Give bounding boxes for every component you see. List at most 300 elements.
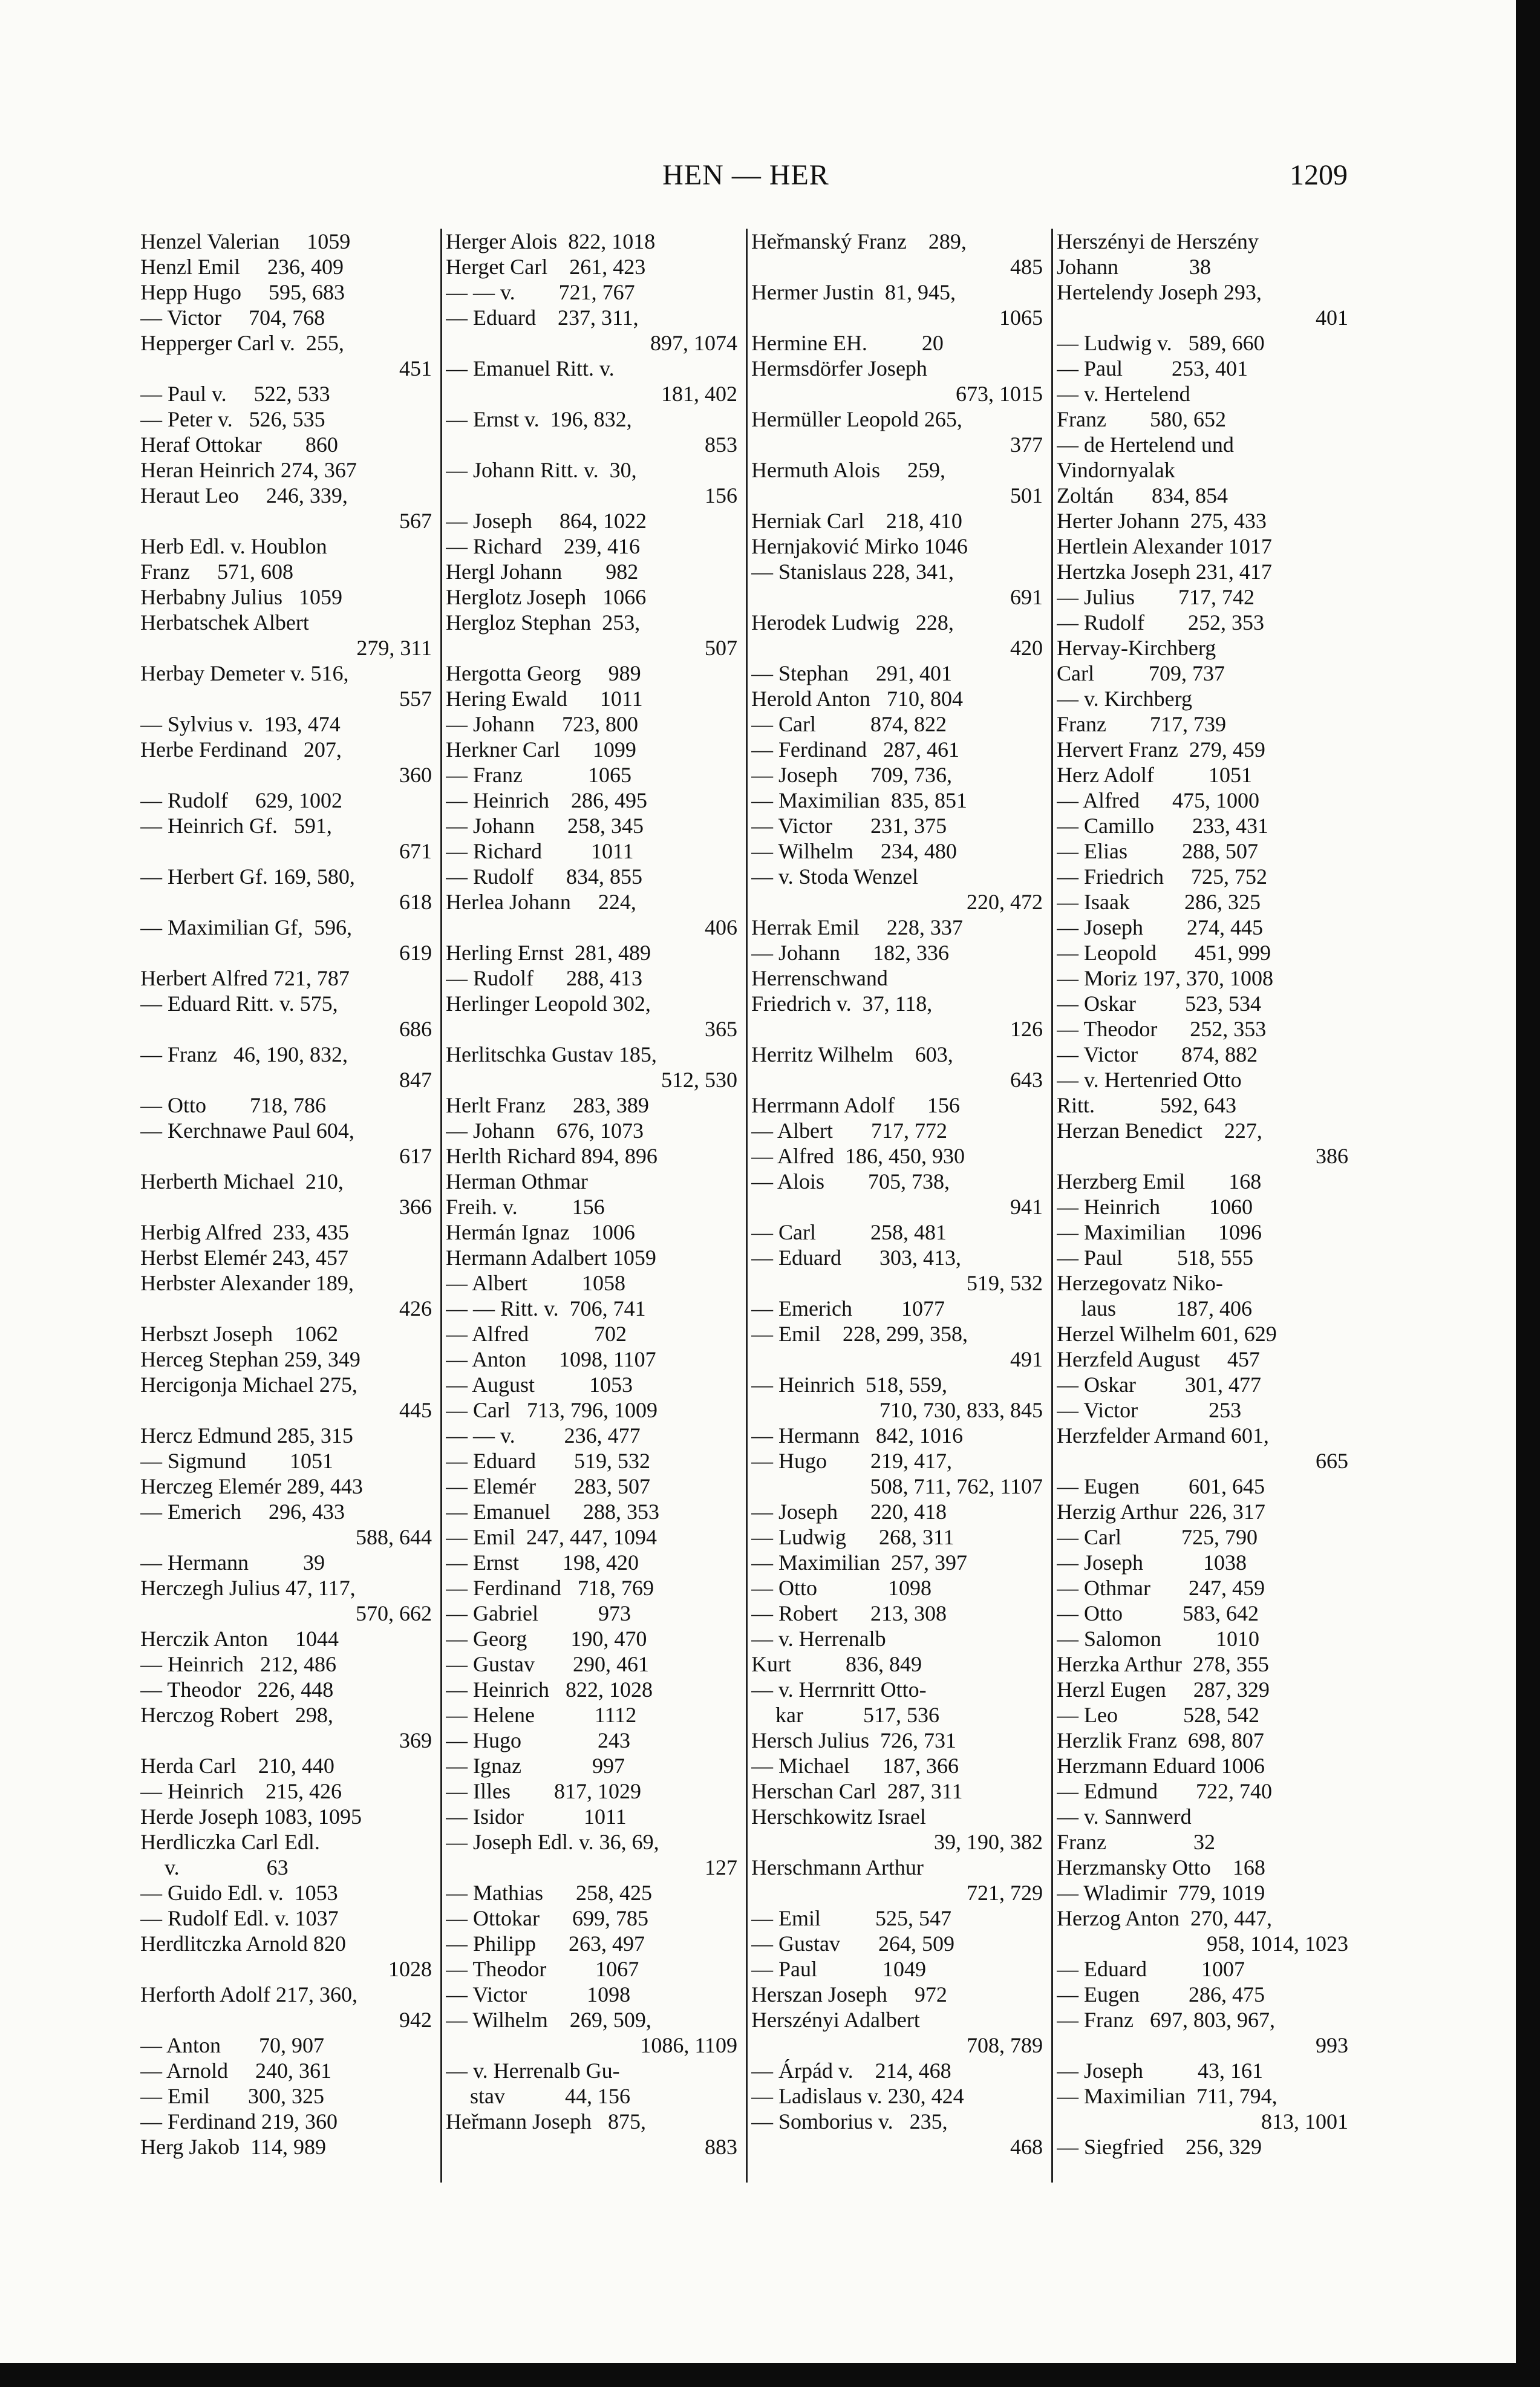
index-entry: — Elemér 283, 507 — [446, 1474, 650, 1498]
index-entry: — Theodor 226, 448 — [140, 1677, 334, 1702]
index-entry: 445 — [399, 1398, 432, 1422]
index-entry: — Otto 583, 642 — [1057, 1601, 1259, 1625]
index-entry: — Maximilian Gf, 596, — [140, 915, 352, 939]
index-entry: — v. Kirchberg — [1057, 687, 1192, 711]
index-entry: — Emanuel Ritt. v. — [446, 356, 615, 380]
scan-border-right — [1516, 0, 1540, 2387]
index-entry: 39, 190, 382 — [934, 1830, 1043, 1854]
index-entry: Franz 571, 608 — [140, 560, 293, 584]
index-entry: — Edmund 722, 740 — [1057, 1779, 1272, 1803]
index-entry: Herszényi de Herszény — [1057, 229, 1259, 253]
index-entry: 993 — [1316, 2033, 1348, 2057]
index-entry: — Paul 1049 — [751, 1957, 927, 1981]
index-entry: Herodek Ludwig 228, — [751, 610, 954, 635]
index-entry: 665 — [1316, 1449, 1348, 1473]
index-entry: — Victor 1098 — [446, 1982, 631, 2007]
index-entry: 377 — [1010, 433, 1043, 457]
index-entry: Herforth Adolf 217, 360, — [140, 1982, 357, 2007]
index-entry: — Moriz 197, 370, 1008 — [1057, 966, 1273, 990]
index-entry: 491 — [1010, 1347, 1043, 1371]
index-entry: Herrmann Adolf 156 — [751, 1093, 960, 1117]
index-entry: 897, 1074 — [650, 331, 737, 355]
index-entry: — Maximilian 835, 851 — [751, 788, 967, 812]
index-entry: 279, 311 — [356, 636, 432, 660]
index-entry: — Eugen 286, 475 — [1057, 1982, 1265, 2007]
index-entry: Hepperger Carl v. 255, — [140, 331, 344, 355]
index-entry: — Wilhelm 269, 509, — [446, 2008, 651, 2032]
index-entry: Herschan Carl 287, 311 — [751, 1779, 963, 1803]
index-entry: — Ernst 198, 420 — [446, 1550, 639, 1575]
index-entry: Franz 32 — [1057, 1830, 1215, 1854]
index-entry: Kurt 836, 849 — [751, 1652, 922, 1676]
column-divider — [746, 229, 748, 2183]
index-entry: Herbert Alfred 721, 787 — [140, 966, 350, 990]
index-entry: — Hermann 39 — [140, 1550, 325, 1575]
index-entry: Herbster Alexander 189, — [140, 1271, 354, 1295]
index-entry: — Ferdinand 718, 769 — [446, 1576, 654, 1600]
index-entry: 127 — [705, 1855, 737, 1879]
index-entry: 942 — [399, 2008, 432, 2032]
running-head: HEN — HER — [662, 159, 829, 191]
index-entry: — Siegfried 256, 329 — [1057, 2135, 1262, 2159]
index-entry: Hermsdörfer Joseph — [751, 356, 927, 380]
index-entry: — v. Hertelend — [1057, 382, 1190, 406]
index-entry: — Somborius v. 235, — [751, 2109, 948, 2134]
index-entry: Hermuth Alois 259, — [751, 458, 945, 482]
index-entry: Freih. v. 156 — [446, 1195, 605, 1219]
index-entry: 426 — [399, 1296, 432, 1321]
index-entry: Hermán Ignaz 1006 — [446, 1220, 635, 1244]
index-entry: — Rudolf 629, 1002 — [140, 788, 343, 812]
index-entry: Herlea Johann 224, — [446, 890, 636, 914]
index-entry: 588, 644 — [356, 1525, 432, 1549]
index-entry: — Michael 187, 366 — [751, 1754, 959, 1778]
index-entry: 708, 789 — [967, 2033, 1043, 2057]
index-entry: — v. Herrnritt Otto- — [751, 1677, 927, 1702]
index-entry: — Leo 528, 542 — [1057, 1703, 1259, 1727]
index-entry: — Emil 228, 299, 358, — [751, 1322, 968, 1346]
index-entry: 958, 1014, 1023 — [1207, 1931, 1348, 1956]
index-entry: laus 187, 406 — [1081, 1296, 1252, 1321]
index-entry: Herdlitczka Arnold 820 — [140, 1931, 346, 1956]
scan-border-bottom — [0, 2363, 1540, 2387]
page-number: 1209 — [1290, 159, 1348, 191]
index-entry: Herlt Franz 283, 389 — [446, 1093, 649, 1117]
index-entry: 401 — [1316, 305, 1348, 330]
index-entry: — Franz 697, 803, 967, — [1057, 2008, 1275, 2032]
index-entry: 643 — [1010, 1068, 1043, 1092]
index-entry: — de Hertelend und — [1057, 433, 1234, 457]
index-entry: — Oskar 523, 534 — [1057, 991, 1261, 1016]
index-entry: — Oskar 301, 477 — [1057, 1373, 1261, 1397]
index-entry: — Sylvius v. 193, 474 — [140, 712, 341, 736]
index-entry: — Otto 1098 — [751, 1576, 932, 1600]
index-entry: — Heinrich 215, 426 — [140, 1779, 342, 1803]
index-entry: — Arnold 240, 361 — [140, 2059, 332, 2083]
column-2 — [446, 229, 741, 2183]
index-entry: — v. Herrenalb — [751, 1627, 886, 1651]
index-entry: 508, 711, 762, 1107 — [870, 1474, 1043, 1498]
index-entry: — v. Stoda Wenzel — [751, 864, 919, 889]
index-entry: — Robert 213, 308 — [751, 1601, 947, 1625]
index-entry: — Eduard Ritt. v. 575, — [140, 991, 338, 1016]
index-entry: 618 — [399, 890, 432, 914]
index-entry: Hercz Edmund 285, 315 — [140, 1423, 353, 1448]
index-entry: Herold Anton 710, 804 — [751, 687, 963, 711]
index-entry: 671 — [399, 839, 432, 863]
index-entry: — Victor 253 — [1057, 1398, 1242, 1422]
index-entry: — Heinrich Gf. 591, — [140, 814, 332, 838]
index-entry: Herbay Demeter v. 516, — [140, 661, 349, 685]
column-divider — [1051, 229, 1053, 2183]
index-entry: — Rudolf 252, 353 — [1057, 610, 1265, 635]
index-entry: Hermer Justin 81, 945, — [751, 280, 956, 304]
index-entry: — Joseph 220, 418 — [751, 1500, 947, 1524]
index-entry: — Philipp 263, 497 — [446, 1931, 645, 1956]
index-entry: 941 — [1010, 1195, 1043, 1219]
index-entry: — Emanuel 288, 353 — [446, 1500, 659, 1524]
index-entry: Herdliczka Carl Edl. — [140, 1830, 320, 1854]
index-entry: — Johann 676, 1073 — [446, 1118, 644, 1143]
index-entry: — Eduard 519, 532 — [446, 1449, 650, 1473]
index-entry: 386 — [1316, 1144, 1348, 1168]
index-entry: 673, 1015 — [956, 382, 1043, 406]
index-entry: Hering Ewald 1011 — [446, 687, 643, 711]
index-entry: — Rudolf Edl. v. 1037 — [140, 1906, 339, 1930]
index-entry: — Anton 1098, 1107 — [446, 1347, 656, 1371]
index-entry: Herrenschwand — [751, 966, 888, 990]
index-entry: — Sigmund 1051 — [140, 1449, 334, 1473]
index-entry: Franz 717, 739 — [1057, 712, 1226, 736]
index-entry: Herzberg Emil 168 — [1057, 1169, 1262, 1194]
index-entry: — Heinrich 212, 486 — [140, 1652, 336, 1676]
index-entry: 617 — [399, 1144, 432, 1168]
index-entry: Herzel Wilhelm 601, 629 — [1057, 1322, 1277, 1346]
index-entry: Ritt. 592, 643 — [1057, 1093, 1237, 1117]
index-entry: — Eduard 303, 413, — [751, 1246, 961, 1270]
index-entry: — Emerich 296, 433 — [140, 1500, 345, 1524]
index-entry: Herzka Arthur 278, 355 — [1057, 1652, 1269, 1676]
index-entry: 406 — [705, 915, 737, 939]
index-entry: Herbabny Julius 1059 — [140, 585, 342, 609]
index-entry: Herbig Alfred 233, 435 — [140, 1220, 349, 1244]
index-entry: 360 — [399, 763, 432, 787]
index-entry: Heraf Ottokar 860 — [140, 433, 338, 457]
index-entry: — Wladimir 779, 1019 — [1057, 1881, 1265, 1905]
index-entry: Herzegovatz Niko- — [1057, 1271, 1223, 1295]
index-entry: — Johann 182, 336 — [751, 941, 949, 965]
index-entry: Herman Othmar — [446, 1169, 588, 1194]
index-entry: 451 — [399, 356, 432, 380]
index-entry: Herszényi Adalbert — [751, 2008, 920, 2032]
index-entry: Herczeg Elemér 289, 443 — [140, 1474, 363, 1498]
index-entry: — Rudolf 288, 413 — [446, 966, 643, 990]
index-entry: Herzfelder Armand 601, — [1057, 1423, 1269, 1448]
index-entry: — Alfred 702 — [446, 1322, 627, 1346]
index-entry: — Alois 705, 738, — [751, 1169, 950, 1194]
index-entry: 512, 530 — [661, 1068, 737, 1092]
index-entry: Herrak Emil 228, 337 — [751, 915, 963, 939]
index-entry: Herzfeld August 457 — [1057, 1347, 1260, 1371]
index-entry: — Theodor 252, 353 — [1057, 1017, 1267, 1041]
index-entry: — Alfred 475, 1000 — [1057, 788, 1259, 812]
index-entry: — Isidor 1011 — [446, 1804, 627, 1829]
index-entry: — Heinrich 1060 — [1057, 1195, 1253, 1219]
index-entry: Hervert Franz 279, 459 — [1057, 737, 1265, 762]
index-entry: Hervay-Kirchberg — [1057, 636, 1216, 660]
index-entry: — Salomon 1010 — [1057, 1627, 1260, 1651]
index-entry: Herlitschka Gustav 185, — [446, 1042, 657, 1066]
index-entry: — Ottokar 699, 785 — [446, 1906, 648, 1930]
index-entry: 710, 730, 833, 845 — [879, 1398, 1043, 1422]
index-entry: Herczegh Julius 47, 117, — [140, 1576, 356, 1600]
index-entry: 156 — [705, 483, 737, 508]
index-entry: Carl 709, 737 — [1057, 661, 1225, 685]
index-entry: 220, 472 — [967, 890, 1043, 914]
index-entry: — Stanislaus 228, 341, — [751, 560, 954, 584]
index-entry: Franz 580, 652 — [1057, 407, 1226, 431]
index-entry: Johann 38 — [1057, 255, 1211, 279]
index-entry: Herniak Carl 218, 410 — [751, 509, 962, 533]
index-entry: Herlinger Leopold 302, — [446, 991, 651, 1016]
index-entry: 619 — [399, 941, 432, 965]
index-entry: Herkner Carl 1099 — [446, 737, 636, 762]
index-entry: — Maximilian 711, 794, — [1057, 2084, 1277, 2108]
index-entry: — Joseph 274, 445 — [1057, 915, 1263, 939]
index-entry: — Emil 300, 325 — [140, 2084, 324, 2108]
index-entry: 519, 532 — [967, 1271, 1043, 1295]
index-entry: — v. Sannwerd — [1057, 1804, 1192, 1829]
index-entry: — Eugen 601, 645 — [1057, 1474, 1265, 1498]
index-entry: — Stephan 291, 401 — [751, 661, 952, 685]
index-entry: 813, 1001 — [1261, 2109, 1348, 2134]
index-entry: 126 — [1010, 1017, 1043, 1041]
index-entry: — Johann 258, 345 — [446, 814, 644, 838]
index-entry: Hertelendy Joseph 293, — [1057, 280, 1262, 304]
index-entry: — Helene 1112 — [446, 1703, 637, 1727]
index-entry: — Othmar 247, 459 — [1057, 1576, 1265, 1600]
index-entry: Vindornyalak — [1057, 458, 1175, 482]
index-entry: Herschkowitz Israel — [751, 1804, 926, 1829]
index-entry: — Emil 525, 547 — [751, 1906, 951, 1930]
index-entry: — Paul v. 522, 533 — [140, 382, 330, 406]
index-entry: — Victor 704, 768 — [140, 305, 325, 330]
index-entry: Herczog Robert 298, — [140, 1703, 333, 1727]
index-entry: — Joseph 43, 161 — [1057, 2059, 1263, 2083]
index-entry: — Julius 717, 742 — [1057, 585, 1255, 609]
index-entry: 181, 402 — [661, 382, 737, 406]
index-entry: Herz Adolf 1051 — [1057, 763, 1252, 787]
index-columns — [140, 229, 1352, 2183]
index-entry: — Hermann 842, 1016 — [751, 1423, 963, 1448]
index-entry: Herbst Elemér 243, 457 — [140, 1246, 348, 1270]
index-entry: Hermine EH. 20 — [751, 331, 944, 355]
index-entry: Herb Edl. v. Houblon — [140, 534, 327, 558]
index-entry: — Isaak 286, 325 — [1057, 890, 1261, 914]
index-entry: Henzl Emil 236, 409 — [140, 255, 344, 279]
index-entry: — Joseph 1038 — [1057, 1550, 1247, 1575]
index-entry: 1065 — [999, 305, 1043, 330]
index-entry: — Maximilian 1096 — [1057, 1220, 1262, 1244]
index-entry: 883 — [705, 2135, 737, 2159]
index-entry: — August 1053 — [446, 1373, 633, 1397]
column-4 — [1057, 229, 1352, 2183]
index-entry: — Hugo 219, 417, — [751, 1449, 952, 1473]
column-divider — [440, 229, 442, 2183]
index-entry: Hergl Johann 982 — [446, 560, 639, 584]
index-entry: — Albert 1058 — [446, 1271, 625, 1295]
index-entry: Friedrich v. 37, 118, — [751, 991, 933, 1016]
index-entry: — Albert 717, 772 — [751, 1118, 947, 1143]
index-entry: Herberth Michael 210, — [140, 1169, 344, 1194]
index-entry: Heřmanský Franz 289, — [751, 229, 967, 253]
index-entry: — Eduard 1007 — [1057, 1957, 1245, 1981]
index-entry: Hermüller Leopold 265, — [751, 407, 962, 431]
index-entry: — Leopold 451, 999 — [1057, 941, 1271, 965]
index-entry: — — Ritt. v. 706, 741 — [446, 1296, 646, 1321]
index-entry: 570, 662 — [356, 1601, 432, 1625]
index-entry: — v. Herrenalb Gu- — [446, 2059, 620, 2083]
index-entry: 501 — [1010, 483, 1043, 508]
index-entry: Herzig Arthur 226, 317 — [1057, 1500, 1265, 1524]
index-entry: Hersch Julius 726, 731 — [751, 1728, 956, 1752]
index-entry: 557 — [399, 687, 432, 711]
index-entry: Herszan Joseph 972 — [751, 1982, 947, 2007]
index-entry: — — v. 236, 477 — [446, 1423, 641, 1448]
index-entry: 847 — [399, 1068, 432, 1092]
index-entry: — Ferdinand 219, 360 — [140, 2109, 338, 2134]
index-entry: — Alfred 186, 450, 930 — [751, 1144, 965, 1168]
index-entry: Herzmansky Otto 168 — [1057, 1855, 1265, 1879]
index-entry: Herritz Wilhelm 603, — [751, 1042, 953, 1066]
index-entry: Heran Heinrich 274, 367 — [140, 458, 357, 482]
index-entry: Herceg Stephan 259, 349 — [140, 1347, 361, 1371]
index-entry: — Heinrich 286, 495 — [446, 788, 647, 812]
index-entry: — Victor 874, 882 — [1057, 1042, 1258, 1066]
index-entry: Herglotz Joseph 1066 — [446, 585, 647, 609]
index-entry: — Eduard 237, 311, — [446, 305, 639, 330]
index-entry: — Carl 874, 822 — [751, 712, 947, 736]
index-entry: 365 — [705, 1017, 737, 1041]
index-entry: — Ludwig v. 589, 660 — [1057, 331, 1265, 355]
index-entry: Herbe Ferdinand 207, — [140, 737, 342, 762]
index-entry: Herling Ernst 281, 489 — [446, 941, 651, 965]
index-entry: 691 — [1010, 585, 1043, 609]
page-header — [144, 158, 1348, 207]
index-entry: Herzan Benedict 227, — [1057, 1118, 1262, 1143]
index-entry: — Johann 723, 800 — [446, 712, 638, 736]
index-entry: — Johann Ritt. v. 30, — [446, 458, 637, 482]
index-entry: Herzl Eugen 287, 329 — [1057, 1677, 1270, 1702]
index-entry: Hertzka Joseph 231, 417 — [1057, 560, 1272, 584]
index-entry: — Wilhelm 234, 480 — [751, 839, 957, 863]
index-entry: — Camillo 233, 431 — [1057, 814, 1268, 838]
index-entry: — Joseph Edl. v. 36, 69, — [446, 1830, 659, 1854]
index-entry: — Georg 190, 470 — [446, 1627, 647, 1651]
index-entry: — Franz 1065 — [446, 763, 631, 787]
index-entry: — Ladislaus v. 230, 424 — [751, 2084, 964, 2108]
index-entry: Hepp Hugo 595, 683 — [140, 280, 345, 304]
index-entry: 567 — [399, 509, 432, 533]
index-entry: Hergloz Stephan 253, — [446, 610, 641, 635]
index-entry: — Joseph 864, 1022 — [446, 509, 647, 533]
index-entry: Herget Carl 261, 423 — [446, 255, 646, 279]
index-entry: — Ferdinand 287, 461 — [751, 737, 959, 762]
index-entry: Hernjaković Mirko 1046 — [751, 534, 968, 558]
index-entry: Herde Joseph 1083, 1095 — [140, 1804, 362, 1829]
index-entry: — v. Hertenried Otto — [1057, 1068, 1242, 1092]
index-entry: Herda Carl 210, 440 — [140, 1754, 334, 1778]
index-entry: Herczik Anton 1044 — [140, 1627, 339, 1651]
index-entry: — Friedrich 725, 752 — [1057, 864, 1267, 889]
index-entry: 1086, 1109 — [640, 2033, 737, 2057]
index-entry: 366 — [399, 1195, 432, 1219]
index-entry: — Carl 713, 796, 1009 — [446, 1398, 657, 1422]
index-entry: — Heinrich 822, 1028 — [446, 1677, 653, 1702]
index-entry: Henzel Valerian 1059 — [140, 229, 351, 253]
index-entry: — Richard 239, 416 — [446, 534, 640, 558]
index-entry: Heřmann Joseph 875, — [446, 2109, 646, 2134]
index-entry: Hercigonja Michael 275, — [140, 1373, 357, 1397]
index-entry: Hergotta Georg 989 — [446, 661, 641, 685]
index-entry: — Carl 258, 481 — [751, 1220, 947, 1244]
index-entry: — Hugo 243 — [446, 1728, 630, 1752]
index-entry: 686 — [399, 1017, 432, 1041]
index-entry: stav 44, 156 — [470, 2084, 630, 2108]
column-1 — [140, 229, 436, 2183]
index-entry: — Emerich 1077 — [751, 1296, 945, 1321]
index-entry: Herbszt Joseph 1062 — [140, 1322, 338, 1346]
index-entry: — Ernst v. 196, 832, — [446, 407, 632, 431]
index-entry: 721, 729 — [967, 1881, 1043, 1905]
index-entry: 507 — [705, 636, 737, 660]
index-entry: — Carl 725, 790 — [1057, 1525, 1258, 1549]
index-entry: Herlth Richard 894, 896 — [446, 1144, 657, 1168]
index-entry: — Ignaz 997 — [446, 1754, 625, 1778]
index-entry: — Richard 1011 — [446, 839, 634, 863]
index-entry: kar 517, 536 — [775, 1703, 939, 1727]
index-entry: — Mathias 258, 425 — [446, 1881, 652, 1905]
index-entry: — Gabriel 973 — [446, 1601, 631, 1625]
index-entry: — Árpád v. 214, 468 — [751, 2059, 951, 2083]
index-entry: — Illes 817, 1029 — [446, 1779, 641, 1803]
index-entry: — Gustav 264, 509 — [751, 1931, 954, 1956]
index-entry: Herzmann Eduard 1006 — [1057, 1754, 1265, 1778]
index-entry: Hermann Adalbert 1059 — [446, 1246, 656, 1270]
index-entry: — Franz 46, 190, 832, — [140, 1042, 348, 1066]
index-entry: — Rudolf 834, 855 — [446, 864, 643, 889]
index-entry: 485 — [1010, 255, 1043, 279]
index-entry: — Paul 253, 401 — [1057, 356, 1248, 380]
index-entry: Herzog Anton 270, 447, — [1057, 1906, 1272, 1930]
index-entry: 468 — [1010, 2135, 1043, 2159]
index-entry: — Otto 718, 786 — [140, 1093, 327, 1117]
index-entry: — Peter v. 526, 535 — [140, 407, 325, 431]
index-entry: — Kerchnawe Paul 604, — [140, 1118, 354, 1143]
index-entry: Herter Johann 275, 433 — [1057, 509, 1267, 533]
index-entry: — Gustav 290, 461 — [446, 1652, 649, 1676]
index-entry: Herschmann Arthur — [751, 1855, 924, 1879]
index-entry: — Victor 231, 375 — [751, 814, 947, 838]
index-entry: Heraut Leo 246, 339, — [140, 483, 348, 508]
index-entry: — Heinrich 518, 559, — [751, 1373, 947, 1397]
index-entry: — Ludwig 268, 311 — [751, 1525, 954, 1549]
index-entry: Herger Alois 822, 1018 — [446, 229, 656, 253]
index-entry: — Guido Edl. v. 1053 — [140, 1881, 338, 1905]
index-entry: — Theodor 1067 — [446, 1957, 639, 1981]
index-entry: v. 63 — [165, 1855, 289, 1879]
index-entry: — Joseph 709, 736, — [751, 763, 952, 787]
